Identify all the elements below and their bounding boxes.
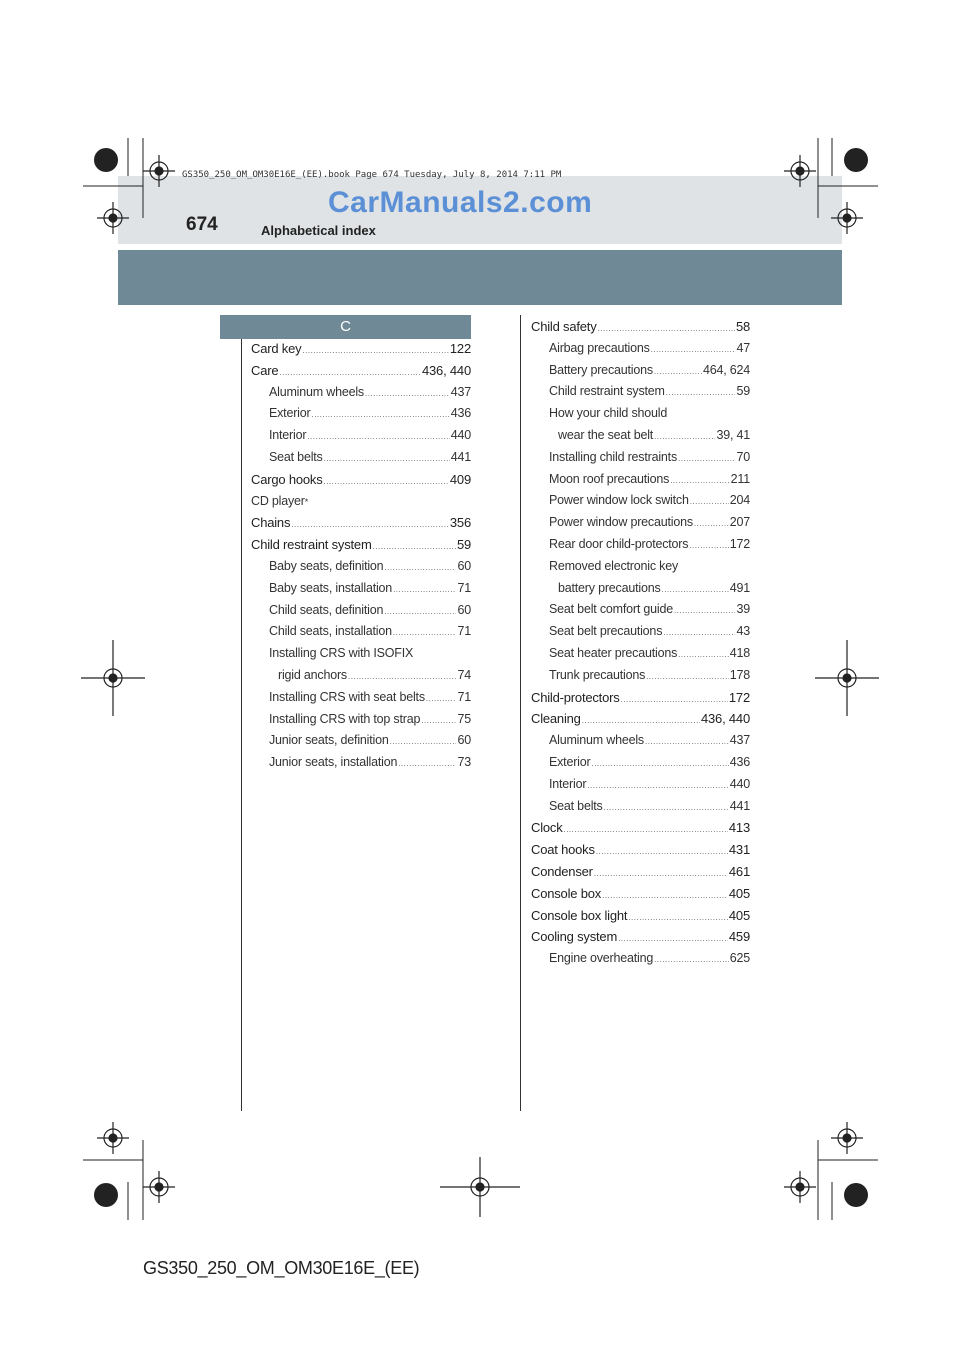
index-entry-label: Child safety bbox=[531, 319, 597, 334]
corner-target-icon bbox=[94, 148, 868, 1207]
index-entry-page[interactable]: 58 bbox=[735, 319, 750, 334]
index-entry-label: Power window precautions bbox=[549, 515, 693, 530]
index-entry-label: Child seats, installation bbox=[269, 624, 392, 639]
index-entry-label: Condenser bbox=[531, 864, 593, 879]
index-entry-label: Installing child restraints bbox=[549, 449, 677, 464]
index-entry-page[interactable]: 436, 440 bbox=[421, 362, 471, 378]
crop-mark-icon bbox=[83, 138, 878, 1220]
index-entry-label: Engine overheating bbox=[549, 951, 654, 966]
letter-heading: C bbox=[220, 315, 471, 339]
index-entry-label: Aluminum wheels bbox=[269, 384, 364, 399]
index-entry-page[interactable]: 211 bbox=[730, 471, 750, 486]
index-entry-page[interactable]: 59 bbox=[736, 384, 750, 399]
index-entry-label: Rear door child-protectors bbox=[549, 537, 689, 551]
index-entry-label: Child-protectors bbox=[531, 689, 620, 705]
index-entry-label: Seat belts bbox=[269, 450, 323, 464]
index-entry-page[interactable]: 74 bbox=[457, 668, 471, 682]
index-entry-page[interactable]: 178 bbox=[729, 667, 750, 682]
index-entry-label: Console box light bbox=[531, 907, 628, 923]
index-entry-label: Seat heater precautions bbox=[549, 646, 678, 660]
index-entry-page[interactable]: 172 bbox=[728, 689, 750, 705]
index-entry-label: Child restraint system bbox=[251, 537, 372, 553]
index-entry-page[interactable]: 59 bbox=[456, 537, 471, 553]
index-entry-page[interactable]: 75 bbox=[457, 711, 471, 726]
footer-code: GS350_250_OM_OM30E16E_(EE) bbox=[143, 1258, 420, 1278]
index-entry-label: Installing CRS with top strap bbox=[269, 711, 421, 726]
index-entry-label: Installing CRS with seat belts bbox=[269, 689, 425, 704]
index-entry-page[interactable]: 461 bbox=[728, 864, 750, 879]
index-entry-label: Airbag precautions bbox=[549, 340, 650, 355]
index-entry-label: Interior bbox=[549, 776, 587, 791]
section-title: Alphabetical index bbox=[261, 223, 376, 238]
index-entry-page[interactable]: 71 bbox=[457, 624, 471, 639]
index-entry-page[interactable]: 356 bbox=[449, 515, 471, 531]
index-entry-page[interactable]: 436 bbox=[729, 755, 750, 769]
index-entry-page[interactable]: 405 bbox=[728, 885, 750, 901]
book-info-line: GS350_250_OM_OM30E16E_(EE).book Page 674 Tuesday, July 8, 2014 7:11 PM bbox=[182, 170, 562, 180]
index-entry-label: Installing CRS with ISOFIX bbox=[269, 646, 414, 661]
index-entry-page[interactable]: 172 bbox=[729, 537, 750, 551]
index-entry-label: Chains bbox=[251, 515, 291, 531]
index-entry-page[interactable]: 418 bbox=[729, 646, 750, 660]
index-entry-label: Coat hooks bbox=[531, 842, 595, 858]
index-entry-page[interactable]: 437 bbox=[450, 384, 471, 399]
index-entry-label: battery precautions bbox=[558, 580, 661, 595]
index-entry-page[interactable]: 43 bbox=[736, 624, 750, 639]
index-entry-label: Removed electronic key bbox=[549, 558, 678, 573]
index-entry-page[interactable]: 437 bbox=[729, 733, 750, 748]
index-entry-page[interactable]: 71 bbox=[457, 689, 471, 704]
index-entry-page[interactable]: 459 bbox=[728, 929, 750, 945]
index-entry-page[interactable]: 441 bbox=[450, 450, 471, 464]
index-entry-label: Child seats, definition bbox=[269, 602, 384, 617]
index-entry-page[interactable]: 436 bbox=[450, 406, 471, 421]
index-entry-label: Baby seats, definition bbox=[269, 559, 384, 573]
index-entry-label: CD player bbox=[251, 493, 305, 508]
index-entry-label: Moon roof precautions bbox=[549, 471, 670, 486]
index-entry-page[interactable]: 73 bbox=[457, 755, 471, 770]
index-entry-page[interactable]: 491 bbox=[729, 580, 750, 595]
index-entry-label: Junior seats, installation bbox=[269, 755, 398, 770]
index-entry-label: Exterior bbox=[549, 755, 591, 769]
index-entry-label: How your child should bbox=[549, 406, 668, 421]
index-entry-label: Seat belt precautions bbox=[549, 624, 663, 639]
index-entry-page[interactable]: 440 bbox=[729, 776, 750, 791]
watermark-text[interactable]: CarManuals2.com bbox=[328, 186, 593, 219]
index-entry-page[interactable]: 207 bbox=[729, 515, 750, 530]
index-entry-label: Care bbox=[251, 362, 279, 378]
index-entry-label: Card key bbox=[251, 341, 302, 356]
index-entry-label: Power window lock switch bbox=[549, 493, 689, 508]
index-entry-label: Baby seats, installation bbox=[269, 580, 393, 595]
index-entry-page[interactable]: 39 bbox=[736, 602, 750, 617]
index-entry-page[interactable]: 47 bbox=[736, 340, 750, 355]
index-entry-page[interactable]: 70 bbox=[736, 449, 750, 464]
index-entry-page[interactable]: 204 bbox=[729, 493, 750, 508]
index-entry-page[interactable]: 60 bbox=[457, 733, 471, 748]
index-entry-page[interactable]: 441 bbox=[729, 798, 750, 813]
index-entry-label: Seat belts bbox=[549, 798, 603, 813]
index-entry-label: rigid anchors bbox=[278, 668, 347, 682]
index-entry-page[interactable]: 436, 440 bbox=[700, 711, 750, 727]
index-entry-page[interactable]: 60 bbox=[457, 559, 471, 573]
index-entry-label: Battery precautions bbox=[549, 362, 653, 377]
index-entry-label: Aluminum wheels bbox=[549, 733, 644, 748]
index-entry-label: wear the seat belt bbox=[558, 428, 654, 442]
index-entry-label: Interior bbox=[269, 428, 307, 443]
index-entry-page[interactable]: 405 bbox=[728, 907, 750, 923]
index-entry-page[interactable]: 413 bbox=[728, 820, 750, 836]
index-entry-page[interactable]: 431 bbox=[728, 842, 750, 858]
registration-mark-icon bbox=[81, 155, 879, 1217]
index-entry-page[interactable]: 122 bbox=[449, 341, 471, 356]
index-entry-label: Trunk precautions bbox=[549, 667, 646, 682]
index-entry-label: Cargo hooks bbox=[251, 471, 323, 487]
index-entry-page[interactable]: 60 bbox=[457, 602, 471, 617]
page-number: 674 bbox=[186, 214, 218, 235]
index-entry-page[interactable]: 71 bbox=[457, 580, 471, 595]
index-entry-label: Console box bbox=[531, 885, 602, 901]
index-entry-label: Child restraint system bbox=[549, 384, 665, 399]
footnote-mark: * bbox=[304, 496, 309, 507]
index-entry-label: Exterior bbox=[269, 406, 311, 421]
index-entry-page[interactable]: 464, 624 bbox=[702, 362, 750, 377]
index-entry-label: Seat belt comfort guide bbox=[549, 602, 673, 617]
index-entry-page[interactable]: 39, 41 bbox=[716, 428, 750, 442]
index-entry-label: Cooling system bbox=[531, 929, 618, 945]
index-entry-page[interactable]: 409 bbox=[449, 471, 471, 487]
index-entry-page[interactable]: 625 bbox=[729, 951, 750, 966]
index-entry-label: Cleaning bbox=[531, 711, 581, 727]
index-entry-label: Junior seats, definition bbox=[269, 733, 389, 748]
index-entry-page[interactable]: 440 bbox=[450, 428, 471, 443]
index-entry-label: Clock bbox=[531, 820, 563, 836]
